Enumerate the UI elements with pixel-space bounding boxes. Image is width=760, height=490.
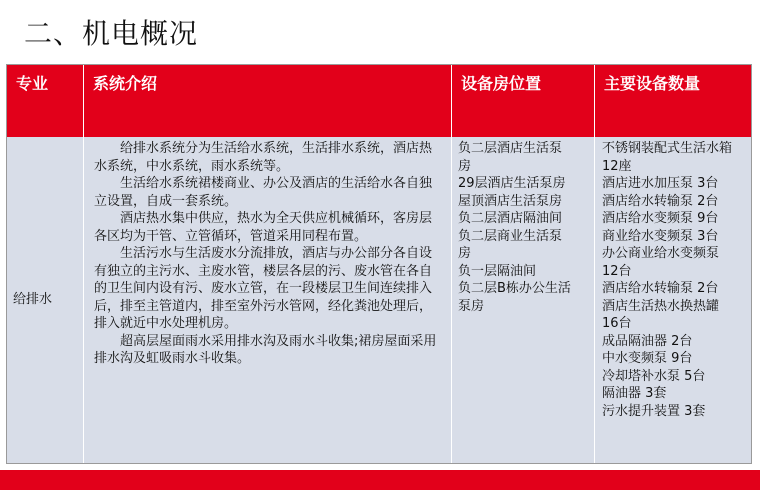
location-line: 负一层隔油间 bbox=[458, 263, 537, 279]
intro-paragraph: 生活给水系统裙楼商业、办公及酒店的生活给水各自独立设置，自成一套系统。 bbox=[94, 176, 433, 209]
location-line: 泵房 bbox=[458, 298, 485, 314]
intro-paragraph: 超高层屋面雨水采用排水沟及雨水斗收集;裙房屋面采用排水沟及虹吸雨水斗收集。 bbox=[94, 333, 437, 366]
location-line: 29层酒店生活泵房 bbox=[458, 176, 566, 191]
equipment-line: 酒店给水转输泵 2台 bbox=[602, 193, 719, 209]
intro-paragraph: 给排水系统分为生活给水系统，生活排水系统，酒店热水系统，中水系统，雨水系统等。 bbox=[94, 141, 433, 174]
intro-paragraph: 酒店热水集中供应，热水为全天供应机械循环，客房层各区均为干管、立管循环，管道采用同程布置。 bbox=[94, 211, 433, 244]
location-line: 负二层B栋办公生活 bbox=[458, 281, 571, 296]
location-line: 房 bbox=[458, 246, 472, 261]
equipment-line: 冷却塔补水泵 5台 bbox=[602, 368, 706, 384]
header-system-intro: 系统介绍 bbox=[84, 65, 452, 137]
equipment-line: 商业给水变频泵 3台 bbox=[602, 228, 719, 244]
intro-paragraph: 生活污水与生活废水分流排放，酒店与办公部分各自设有独立的主污水、主废水管，楼层各层的污、废水管在各自的卫生间内设有污、废水立管，在一段楼层卫生间连续排入后，排至主管道内，排至室外污水管网，经化粪池处理后，排入就近中水处理机房。 bbox=[94, 246, 433, 331]
location-line: 负二层酒店生活泵 bbox=[458, 141, 563, 156]
equipment-line: 酒店给水转输泵 2台 bbox=[602, 281, 719, 296]
location-line: 负二层商业生活泵 bbox=[458, 228, 563, 244]
equipment-line: 不锈钢装配式生活水箱 bbox=[602, 141, 733, 156]
header-room-location: 设备房位置 bbox=[452, 65, 595, 137]
equipment-cell bbox=[595, 137, 751, 463]
table-header-row bbox=[7, 65, 751, 137]
mep-overview-table bbox=[6, 64, 752, 464]
page-title: 二、机电概况 bbox=[24, 17, 199, 50]
equipment-line: 酒店给水变频泵 9台 bbox=[602, 211, 719, 226]
header-equipment-count: 主要设备数量 bbox=[604, 74, 701, 93]
specialty-label: 给排水 bbox=[13, 292, 53, 308]
footer-accent-bar bbox=[0, 470, 760, 490]
equipment-line: 成品隔油器 2台 bbox=[602, 333, 693, 349]
table-row bbox=[7, 137, 751, 463]
room-location-cell bbox=[452, 137, 595, 463]
equipment-line: 酒店生活热水换热罐 bbox=[602, 298, 720, 314]
equipment-line: 中水变频泵 9台 bbox=[602, 351, 693, 366]
equipment-line: 12座 bbox=[602, 158, 632, 174]
equipment-line: 污水提升装置 3套 bbox=[602, 403, 706, 419]
location-line: 房 bbox=[458, 158, 472, 174]
system-intro-cell bbox=[84, 137, 452, 463]
header-specialty: 专业 bbox=[7, 65, 84, 137]
equipment-line: 16台 bbox=[602, 316, 632, 331]
equipment-line: 办公商业给水变频泵 bbox=[602, 246, 720, 261]
location-line: 负二层酒店隔油间 bbox=[458, 211, 563, 226]
equipment-line: 12台 bbox=[602, 263, 632, 279]
equipment-line: 隔油器 3套 bbox=[602, 386, 667, 401]
specialty-cell bbox=[7, 137, 84, 463]
location-line: 屋顶酒店生活泵房 bbox=[458, 193, 563, 209]
equipment-line: 酒店进水加压泵 3台 bbox=[602, 176, 719, 191]
